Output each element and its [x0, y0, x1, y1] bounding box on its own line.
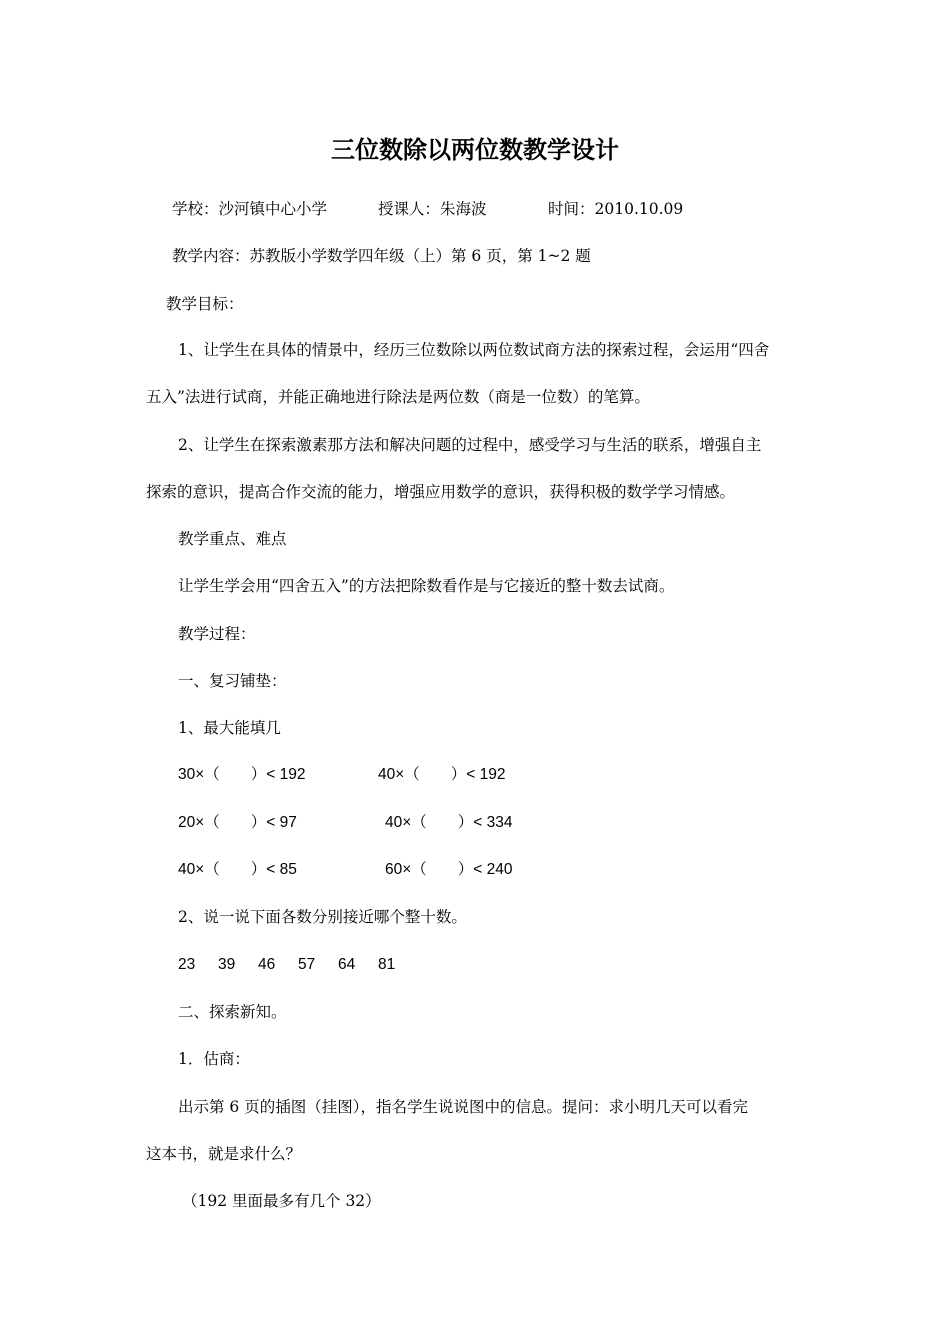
goals-heading: 教学目标： [166, 295, 244, 313]
process-heading: 教学过程： [178, 625, 256, 643]
number-item: 46 [258, 956, 276, 973]
exercise-row-2-left: 20×（ ）< 97 [178, 814, 297, 831]
key-points-text: 让学生学会用“四舍五入”的方法把除数看作是与它接近的整十数去试商。 [178, 577, 675, 595]
estimate-heading: 1．估商： [178, 1050, 250, 1068]
number-item: 39 [218, 956, 236, 973]
number-item: 57 [298, 956, 316, 973]
exercise-1-heading: 1、最大能填几 [178, 719, 281, 737]
exercise-2-heading: 2、说一说下面各数分别接近哪个整十数。 [178, 908, 467, 926]
goal-2-line-1: 2、让学生在探索激素那方法和解决问题的过程中，感受学习与生活的联系，增强自主 [178, 436, 762, 454]
paragraph-line-2: 这本书，就是求什么？ [146, 1145, 302, 1163]
key-points-heading: 教学重点、难点 [178, 530, 287, 548]
exercise-row-3-right: 60×（ ）< 240 [385, 861, 513, 878]
teaching-content: 教学内容：苏教版小学数学四年级（上）第 6 页，第 1~2 题 [172, 247, 591, 265]
teacher-label: 授课人：朱海波 [378, 200, 487, 218]
document-title: 三位数除以两位数教学设计 [331, 136, 619, 164]
exercise-row-2-right: 40×（ ）< 334 [385, 814, 513, 831]
section-review-heading: 一、复习铺垫： [178, 672, 287, 690]
school-label: 学校：沙河镇中心小学 [172, 200, 328, 218]
paragraph-line-1: 出示第 6 页的插图（挂图），指名学生说说图中的信息。提问：求小明几天可以看完 [178, 1098, 748, 1116]
exercise-row-1-left: 30×（ ）< 192 [178, 766, 306, 783]
section-explore-heading: 二、探索新知。 [178, 1003, 287, 1021]
number-item: 81 [378, 956, 396, 973]
number-item: 64 [338, 956, 356, 973]
note-line: （192 里面最多有几个 32） [182, 1192, 381, 1210]
goal-1-line-2: 五入”法进行试商，并能正确地进行除法是两位数（商是一位数）的笔算。 [146, 388, 650, 406]
exercise-row-1-right: 40×（ ）< 192 [378, 766, 506, 783]
goal-2-line-2: 探索的意识，提高合作交流的能力，增强应用数学的意识，获得积极的数学学习情感。 [146, 483, 736, 501]
exercise-row-3-left: 40×（ ）< 85 [178, 861, 297, 878]
date-label: 时间：2010.10.09 [548, 200, 684, 218]
number-item: 23 [178, 956, 196, 973]
goal-1-line-1: 1、让学生在具体的情景中，经历三位数除以两位数试商方法的探索过程，会运用“四舍 [178, 341, 770, 359]
